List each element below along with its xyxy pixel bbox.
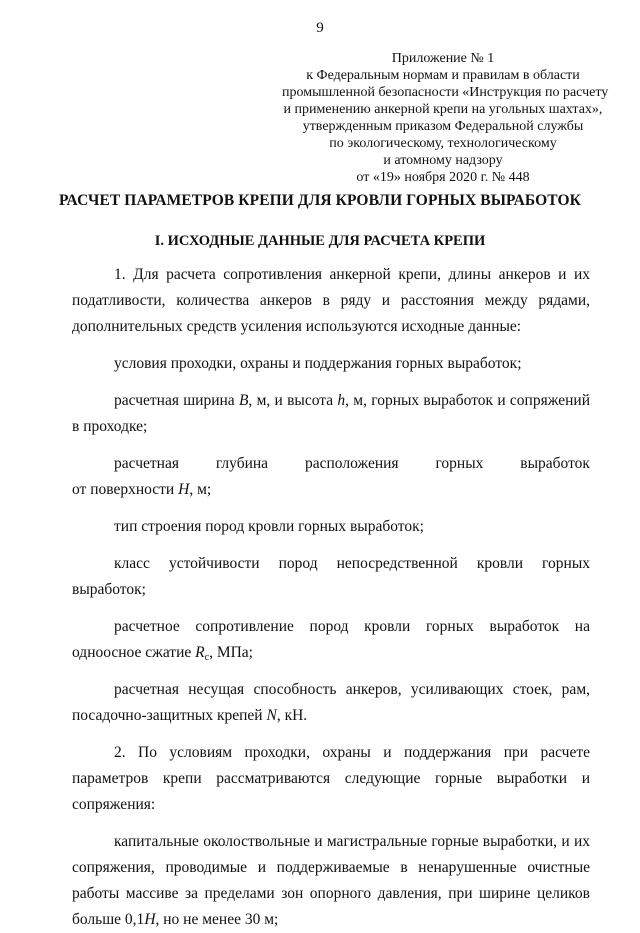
approval-line: и применению анкерной крепи на угольных шахтах», bbox=[283, 102, 603, 117]
approval-line: промышленной безопасности «Инструкция по расчету bbox=[282, 85, 609, 100]
document-body bbox=[72, 262, 590, 933]
paragraph-2: 2. По условиям проходки, охраны и поддержания при расчете параметров крепи рассматриваются следующие горные выработки и сопряжения: bbox=[72, 744, 590, 813]
paragraph-depth-line1: расчетная глубина расположения горных выработок bbox=[114, 455, 590, 472]
approval-line: от «19» ноября 2020 г. № 448 bbox=[356, 170, 530, 185]
approval-line: к Федеральным нормам и правилам в области bbox=[306, 68, 580, 83]
paragraph-capital-workings: капитальные околоствольные и магистральные горные выработки, и их сопряжения, проводимые и поддерживаемые в ненарушенные очистные работы массиве за пределами зон опорного давления, при ширине целиков больше 0,1H, но не менее 30 м; bbox=[72, 833, 590, 928]
approval-line: по экологическому, технологическому bbox=[329, 136, 557, 151]
paragraph-bearing-capacity: расчетная несущая способность анкеров, усиливающих стоек, рам, посадочно-защитных крепей N, кН. bbox=[72, 681, 590, 724]
document-title: РАСЧЕТ ПАРАМЕТРОВ КРЕПИ ДЛЯ КРОВЛИ ГОРНЫХ ВЫРАБОТОК bbox=[58, 192, 582, 209]
paragraph-compression: расчетное сопротивление пород кровли горных выработок на одноосное сжатие $R_c$, МПа; bbox=[72, 618, 590, 663]
page-number: 9 bbox=[316, 20, 324, 36]
approval-line: и атомному надзору bbox=[383, 153, 503, 168]
approval-block bbox=[282, 50, 609, 186]
paragraph-stability-class: класс устойчивости пород непосредственной кровли горных выработок; bbox=[72, 555, 590, 598]
paragraph-rock-structure: тип строения пород кровли горных выработок; bbox=[114, 518, 424, 535]
paragraph-conditions: условия проходки, охраны и поддержания горных выработок; bbox=[114, 355, 522, 372]
approval-line: утвержденным приказом Федеральной службы bbox=[302, 119, 584, 134]
paragraph-width-height: расчетная ширина B, м, и высота h, м, горных выработок и сопряжений в проходке; bbox=[72, 392, 590, 435]
paragraph-depth-line2: от поверхности H, м; bbox=[72, 481, 212, 498]
paragraph-1: 1. Для расчета сопротивления анкерной крепи, длины анкеров и их податливости, количества анкеров в ряду и расстояния между рядами, дополнительных средств усиления используются исходные данные: bbox=[72, 266, 590, 335]
approval-line: Приложение № 1 bbox=[391, 51, 495, 66]
section-title: I. ИСХОДНЫЕ ДАННЫЕ ДЛЯ РАСЧЕТА КРЕПИ bbox=[154, 233, 486, 249]
